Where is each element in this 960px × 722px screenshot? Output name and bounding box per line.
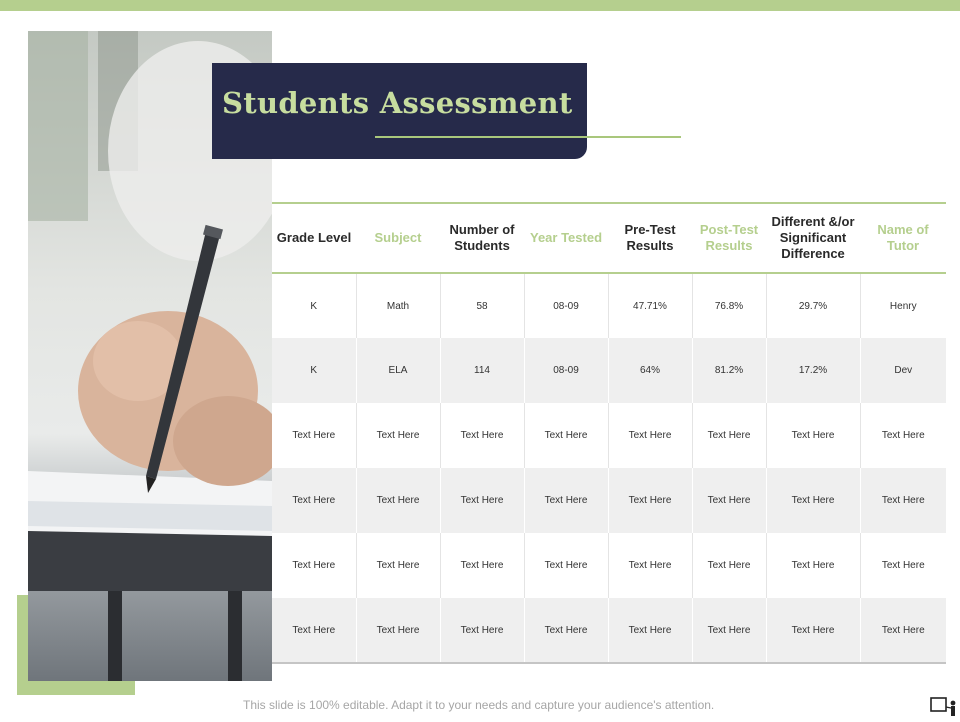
- header-subject: Subject: [374, 230, 422, 245]
- table-cell: Text Here: [766, 533, 860, 598]
- header-name-of-tutor: Name of Tutor: [877, 222, 929, 253]
- header-grade-level: Grade Level: [276, 230, 352, 245]
- title-underline: [375, 136, 681, 138]
- table-cell: 64%: [608, 338, 692, 403]
- table-cell: Text Here: [292, 430, 336, 441]
- presenter-icon: [930, 697, 958, 717]
- table-cell: 81.2%: [692, 338, 766, 403]
- table-cell: Text Here: [860, 403, 946, 468]
- table-cell: Text Here: [608, 468, 692, 533]
- table-cell: Text Here: [860, 468, 946, 533]
- table-cell: Text Here: [292, 560, 336, 571]
- table-cell: Text Here: [524, 468, 608, 533]
- header-number-of-students: Number of Students: [449, 222, 515, 253]
- table-row: [272, 403, 946, 468]
- table-row: [272, 533, 946, 598]
- table-cell: Text Here: [692, 533, 766, 598]
- top-accent-bar: [0, 0, 960, 11]
- header-pre-test-results: Pre-Test Results: [624, 222, 676, 253]
- table-cell: Text Here: [440, 598, 524, 663]
- table-cell: K: [310, 365, 318, 376]
- table-cell: Text Here: [524, 533, 608, 598]
- table-cell: Text Here: [608, 598, 692, 663]
- table-row: [272, 598, 946, 663]
- table-cell: Text Here: [766, 403, 860, 468]
- table-cell: Text Here: [860, 598, 946, 663]
- table-cell: Dev: [860, 338, 946, 403]
- table-cell: Text Here: [608, 403, 692, 468]
- table-row: [272, 273, 946, 338]
- header-difference: Different &/or Significant Difference: [771, 214, 855, 261]
- table-cell: Text Here: [356, 598, 440, 663]
- table-row: [272, 338, 946, 403]
- table-cell: Text Here: [356, 468, 440, 533]
- table-cell: Text Here: [692, 598, 766, 663]
- table-cell: Text Here: [766, 468, 860, 533]
- table-cell: ELA: [356, 338, 440, 403]
- header-post-test-results: Post-Test Results: [699, 222, 759, 253]
- table-cell: Text Here: [356, 533, 440, 598]
- assessment-table: [272, 202, 946, 664]
- header-year-tested: Year Tested: [529, 230, 603, 245]
- table-cell: Text Here: [766, 598, 860, 663]
- table-cell: Text Here: [440, 403, 524, 468]
- table-cell: Text Here: [292, 495, 336, 506]
- table-cell: 47.71%: [608, 273, 692, 338]
- table-row: [272, 468, 946, 533]
- table-cell: Text Here: [608, 533, 692, 598]
- table-cell: Henry: [860, 273, 946, 338]
- table-cell: Text Here: [860, 533, 946, 598]
- footer-note: This slide is 100% editable. Adapt it to your needs and capture your audience's attention.: [243, 698, 715, 712]
- table-cell: 29.7%: [766, 273, 860, 338]
- table-cell: K: [310, 300, 318, 312]
- table-cell: Text Here: [356, 403, 440, 468]
- table-cell: Text Here: [524, 403, 608, 468]
- table-cell: 08-09: [524, 273, 608, 338]
- assessment-table-wrap: [272, 202, 946, 664]
- table-cell: Text Here: [692, 468, 766, 533]
- table-cell: 08-09: [524, 338, 608, 403]
- table-cell: Text Here: [292, 624, 336, 636]
- table-cell: 114: [440, 338, 524, 403]
- table-cell: Text Here: [440, 468, 524, 533]
- table-cell: Text Here: [524, 598, 608, 663]
- table-cell: Text Here: [692, 403, 766, 468]
- table-cell: Text Here: [440, 533, 524, 598]
- table-cell: 76.8%: [692, 273, 766, 338]
- table-cell: Math: [356, 273, 440, 338]
- page-title: Students Assessment: [222, 86, 573, 120]
- table-cell: 58: [440, 273, 524, 338]
- table-header-row: [272, 203, 946, 273]
- table-cell: 17.2%: [766, 338, 860, 403]
